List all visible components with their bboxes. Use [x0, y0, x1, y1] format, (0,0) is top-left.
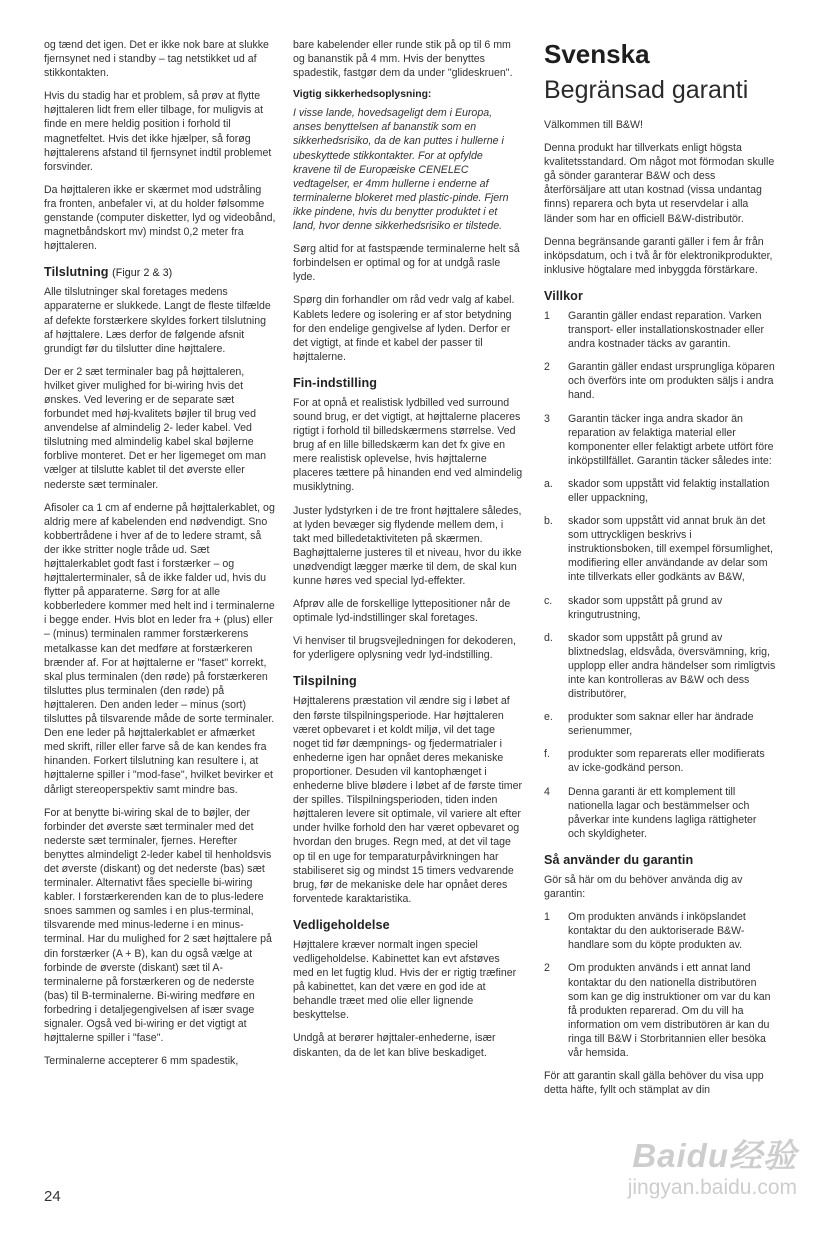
paragraph: Sørg altid for at fastspænde terminalerne helt så forbindelsen er optimal og for at undgå rasle lyde. — [293, 243, 520, 284]
list-item-text: Garantin gäller endast reparation. Varken transport- eller installationskostnader eller andra kostnader täcks av garantin. — [568, 309, 765, 351]
paragraph: Undgå at berører højttaler-enhederne, især diskanten, da de let kan blive beskadiget. — [293, 1032, 496, 1059]
list-item — [544, 910, 776, 952]
heading-vedligeholdelse: Vedligeholdelse — [293, 917, 390, 932]
paragraph: Juster lydstyrken i de tre front højttalere således, at lyden bevæger sig flydende mellem dem, i takt med billedetaktiviteten på skærmen. Baghøjttalerne justeres til et niveau, hvor du ikke unødvendigt lægger mærke til dem, de skal kun kunne høres ved special lyd-effekter. — [293, 504, 522, 587]
list-item — [544, 631, 776, 701]
list-item-text: produkter som saknar eller har ändrade serienummer, — [568, 711, 754, 738]
list-item-text: skador som uppstått vid felaktig installation eller uppackning, — [568, 477, 770, 504]
list-item — [544, 961, 776, 1060]
list-item — [544, 477, 776, 505]
heading-tilspilning: Tilspilning — [293, 674, 357, 689]
paragraph: Afisoler ca 1 cm af enderne på højttalerkablet, og aldrig mere af kabelenden end nødvendigt. Sno kobbertrådene i hver af de to ledere stramt, så der ikke stritter nogle tråde ud. Sæt højttalerkablet godt fast i forstærker – og højttalerterminaler, så de ikke falder ud, hvis du flytter på apparaterne. Sørg for at alle kobberledere kommer med helt ind i terminalerne i begge ender. Hvis blot en leder fra + (plus) eller – (minus) terminalen rammer forstærkerens metalkasse kan det medføre at forstærkeren brænder af. For at højttalerne er "faset" korrekt, skal plus terminalen (den røde) på forstærkeren tilsluttes plus terminalen (den røde) på højttaleren. Den anden leder – minus (sort) tilsluttes på tilsvarende måde de sorte terminaler. Den ene leder på højttalerkablet er afmærket med skrift, riller eller farve så de kan kendes fra hinanden. Forkert tilslutning kan resultere i, at højttalerne spiller i "mod-fase", hvilket bevirker et dårligt stereoperspektiv samt mindre bas. — [44, 501, 275, 796]
paragraph: bare kabelender eller runde stik på op til 6 mm og bananstik på 4 mm. Hvis der benyttes spadestik, fastgør dem da under "glideskruen". — [293, 39, 513, 80]
villkor-list — [544, 309, 776, 841]
paragraph: Gör så här om du behöver använda dig av garantin: — [544, 873, 743, 901]
anvander-list — [544, 910, 776, 1060]
watermark-logo: Baidu经验 — [632, 1137, 797, 1174]
paragraph: Der er 2 sæt terminaler bag på højttaleren, hvilket giver mulighed for bi-wiring hvis det ønskes. Ved levering er de separate sæt forbundet med høj-kvalitets bøjler til brug ved anvendelse af almindelig 2- leder kabel. Ved tilslutning med almindelig kabel skal bøjlerne forblive monteret. Det er her ligemeget om man vælger at tilslutte kablet til det øverste eller nederste sæt terminaler. — [44, 365, 266, 491]
paragraph: Højttalerens præstation vil ændre sig i løbet af den første tilspilningsperiode. Har højttaleren været opbevaret i et koldt miljø, vil det tage noget tid før dæmpnings- og fjedermatrialer i enhederne igen har opnået deres mekaniske proportioner. Desuden vil kantophænget i enhederne blive blødere i løbet af de første timer der spilles. Tilspilningsperioden, tiden inden højttaleren levere sit optimale, vil variere alt efter under hvilke forhold den har været opbevaret og hvordan den bruges. Regn med, at det vil tage op til en uge for temparaturpåvirkningen har stabiliseret sig og mindst 15 timers vedvarende brug, før de mekaniske dele har opnået deres forventede karaktaristika. — [293, 695, 523, 905]
paragraph: Vi henviser til brugsvejledningen for dekoderen, for yderligere oplysning vedr lyd-indstilling. — [293, 635, 517, 662]
language-heading: Svenska — [544, 39, 650, 69]
list-item-number: 1 — [544, 911, 550, 924]
list-item-text: skador som uppstått på grund av blixtnedslag, eldsvåda, översvämning, krig, upplopp eller andra händelser som rimligtvis inte kan kontrolleras av B&W och dess distributörer, — [568, 631, 776, 701]
paragraph: Hvis du stadig har et problem, så prøv at flytte højttaleren lidt frem eller tilbage, for muligvis at finde en mere heldig position i forhold til magnetfeltet. Hvis det ikke hjælper, så forøg højttalerens afstand til fjernsynet indtil problemet forsvinder. — [44, 90, 272, 173]
list-item-text: Om produkten används i ett annat land kontaktar du den nationella distributören som kan ge dig instruktioner om var du kan få produkten reparerad. Om du vill ha information om vem distributören är kan du ringa till B&W i Storbritannien eller besöka vår hemsida. — [568, 962, 771, 1059]
list-item-number: b. — [544, 515, 553, 528]
list-item — [544, 360, 776, 402]
paragraph: og tænd det igen. Det er ikke nok bare at slukke fjernsynet ned i standby – tag netstikket ud af stikkontakten. — [44, 39, 269, 80]
heading-subtext: (Figur 2 & 3) — [112, 267, 173, 280]
paragraph: Alle tilslutninger skal foretages medens apparaterne er slukkede. Langt de fleste tilfælde af defekte forstærkere skyldes forkert tilslutning af højttalere. Læs derfor de følgende afsnit grundigt før du tilslutter dine højttalere. — [44, 286, 271, 355]
list-item — [544, 309, 776, 351]
list-item-text: skador som uppstått vid annat bruk än det som uttryckligen beskrivs i instruktionsboken, till exempel försumlighet, modifiering eller användande av delar som inte tillverkats eller godkänts av B&W, — [568, 515, 773, 584]
column-3 — [544, 38, 776, 1106]
paragraph: For at benytte bi-wiring skal de to bøjler, der forbinder det øverste sæt terminaler med det nederste sæt terminaler, fjernes. Herefter benyttes almindeligt 2-leder kabel til henholdsvis det øverste (diskant) og det nederste (bas) sæt terminaler. Alternativt fåes specielle bi-wiring kabler. I forstærkerenden kan de to plus-ledere snoes sammen og samles i en plus-terminal, tilsvarende med minus-lederne i en minus-terminal. Har du mulighed for 2 sæt højttalere på din forstærker (A + B), kan du også vælge at forbinde de øverste (diskant) sæt til A-terminalerne på forstærkeren og de nederste (bas) til B-terminalerne. Bi-wiring medføre en forbedring i detaljegengivelsen af især svage signaler. Også ved bi-wiring er det vigtigt at højttalerne spiller i "fase". — [44, 806, 272, 1045]
list-item — [544, 785, 776, 841]
list-item-number: 3 — [544, 412, 550, 425]
list-item-text: produkter som reparerats eller modifierats av icke-godkänd person. — [568, 748, 765, 775]
list-item-text: skador som uppstått på grund av kringutrustning, — [568, 594, 723, 621]
list-item-number: 2 — [544, 361, 550, 374]
list-item — [544, 747, 776, 775]
list-item-text: Denna garanti är ett komplement till nationella lagar och bestämmelser och påverkar inte kundens lagliga rättigheter och skyldigheter. — [568, 785, 757, 840]
heading-villkor: Villkor — [544, 288, 583, 303]
list-item — [544, 594, 776, 622]
paragraph: Terminalerne accepterer 6 mm spadestik, — [44, 1055, 239, 1068]
heading-tilslutning — [44, 265, 276, 279]
list-item-number: 1 — [544, 309, 550, 322]
heading-fin-indstilling: Fin-indstilling — [293, 375, 378, 390]
list-item-number: 2 — [544, 962, 550, 975]
paragraph: Välkommen till B&W! — [544, 119, 643, 131]
list-item-number: c. — [544, 594, 553, 607]
list-item — [544, 412, 776, 468]
list-item-text: Garantin gäller endast ursprungliga köparen och överförs inte om produkten säljs i andra hand. — [568, 361, 775, 402]
page-title: Begränsad garanti — [544, 76, 749, 104]
list-item — [544, 710, 776, 738]
list-item-text: Om produkten används i inköpslandet kontaktar du den auktoriserade B&W-handlare som du köpte produkten av. — [568, 911, 746, 952]
paragraph: Spørg din forhandler om råd vedr valg af kabel. Kablets ledere og isolering er af stor betydning for den endelige gengivelse af lyden. Derfor er det vigtigt, at finde et kabel der passer til højttalerne. — [293, 294, 515, 363]
paragraph: Afprøv alle de forskellige lyttepositioner når de optimale lyd-indstillinger skal foretages. — [293, 598, 511, 625]
paragraph: Højttalere kræver normalt ingen speciel vedligeholdelse. Kabinettet kan evt afstøves med en let fugtig klud. Hvis der er rigtig træfiner på kabinettet, kan det være en god ide at behandle træet med olie eller lignende beskyttelse. — [293, 938, 517, 1022]
safety-paragraph: I visse lande, hovedsageligt dem i Europa, anses benyttelsen af bananstik som en sikkerhedsrisiko, da de kan puttes i hullerne i ubeskyttede stikkontakter. For at opfylde kravene til de Europæiske CENELEC vedtagelser, er 4mm hullerne i enderne af terminalerne blokeret med plastic-pinde. Fjern ikke pindene, hvis du benytter produktet i et land, hvor denne sikkerhedsrisiko er tilstede. — [293, 107, 509, 233]
column-2 — [293, 38, 523, 1069]
list-item-number: d. — [544, 631, 553, 644]
paragraph: For at opnå et realistisk lydbilled ved surround sound brug, er det vigtigt, at højttalerne placeres rigtigt i forhold til billedskærmens størrelse. Ved brug af en lille billedskærm kan det fx give en mere realistisk oplevelse, hvis højttalerne placeres tættere på hinanden end ved almindelig musiklytning. — [293, 396, 523, 494]
heading-vigtig-sikkerhedsoplysning: Vigtig sikkerhedsoplysning: — [293, 89, 432, 101]
list-item-number: f. — [544, 748, 550, 761]
list-item — [544, 514, 776, 584]
watermark — [597, 1138, 797, 1200]
paragraph: För att garantin skall gälla behöver du visa upp detta häfte, fyllt och stämplat av din — [544, 1070, 764, 1097]
heading-sa-anvander-du-garantin: Så använder du garantin — [544, 852, 694, 867]
watermark-url: jingyan.baidu.com — [627, 1176, 797, 1199]
paragraph: Denna begränsande garanti gäller i fem år från inköpsdatum, och i två år för elektronikprodukter, inklusive högtalare med inbyggda förstärkare. — [544, 235, 773, 276]
list-item-text: Garantin täcker inga andra skador än reparation av felaktiga material eller komponenter eller felaktigt arbete utfört före inköpstillfället. Garantin täcker således inte: — [568, 412, 774, 467]
list-item-number: a. — [544, 477, 553, 490]
heading-text: Tilslutning — [44, 265, 109, 280]
column-1 — [44, 38, 276, 1077]
page-number: 24 — [44, 1188, 61, 1205]
list-item-number: e. — [544, 711, 553, 724]
list-item-number: 4 — [544, 785, 550, 798]
paragraph: Da højttaleren ikke er skærmet mod udstråling fra fronten, anbefaler vi, at du holder følsomme genstande (computer disketter, lyd og videobånd, magnetbåndskort mv) mindst 0,2 meter fra højttaleren. — [44, 183, 276, 253]
paragraph: Denna produkt har tillverkats enligt högsta kvalitetsstandard. Om något mot förmodan skulle gå sönder garanterar B&W och dess återförsäljare att utan kostnad (vissa undantag finns) reparera och byta ut reservdelar i alla länder som har en officiell B&W-distributör. — [544, 142, 775, 225]
